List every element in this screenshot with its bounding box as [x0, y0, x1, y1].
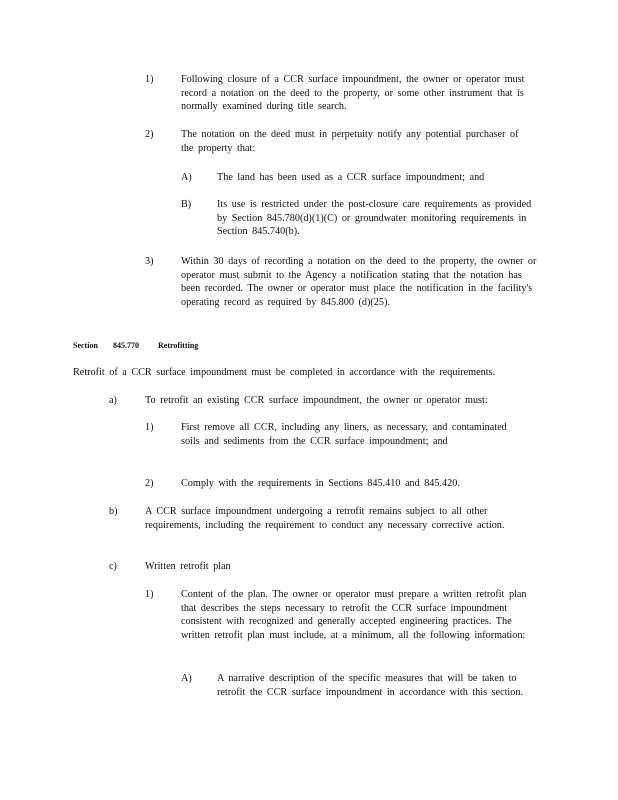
- item-3-text: Within 30 days of recording a notation on the deed to the property, the owner or operator must submit to the Agency a notification stating that the notation has been recorded. The owner or operator must place the notification in the facility's operating record as required by 845.800 (d)(25).: [181, 256, 537, 308]
- subsection-a-1-text: First remove all CCR, including any liners, as necessary, and contaminated soils and sediments from the CCR surface impoundment; and: [181, 422, 507, 447]
- item-2b-label: B): [181, 199, 192, 210]
- item-2a-text: The land has been used as a CCR surface impoundment; and: [217, 172, 485, 183]
- item-3-label: 3): [145, 256, 154, 267]
- item-1-text: Following closure of a CCR surface impoundment, the owner or operator must record a notation on the deed to the property, or some other instrument that is normally examined during title search.: [181, 74, 525, 112]
- section-number: 845.770: [113, 341, 139, 350]
- subsection-a-2-label: 2): [145, 478, 154, 489]
- item-2-label: 2): [145, 129, 154, 140]
- subsection-a-2-text: Comply with the requirements in Sections 845.410 and 845.420.: [181, 478, 460, 489]
- subsection-a-1-label: 1): [145, 422, 154, 433]
- subsection-c-label: c): [109, 561, 117, 572]
- subsection-c-1a-text: A narrative description of the specific measures that will be taken to retrofit the CCR surface impoundment in accordance with this section.: [217, 673, 524, 698]
- item-1-label: 1): [145, 74, 154, 85]
- subsection-c-text: Written retrofit plan: [145, 561, 231, 572]
- item-2-text: The notation on the deed must in perpetuity notify any potential purchaser of the property that:: [181, 129, 519, 154]
- subsection-c-1-label: 1): [145, 589, 154, 600]
- subsection-a-text: To retrofit an existing CCR surface impoundment, the owner or operator must:: [145, 395, 488, 406]
- subsection-a-label: a): [109, 395, 117, 406]
- section-title: Retrofitting: [158, 341, 199, 350]
- subsection-c-1a-label: A): [181, 673, 192, 684]
- section-heading: [73, 340, 273, 352]
- subsection-b-text: A CCR surface impoundment undergoing a retrofit remains subject to all other requirements, including the requirement to conduct any necessary corrective action.: [145, 506, 505, 531]
- subsection-b-label: b): [109, 506, 118, 517]
- section-word: Section: [73, 341, 98, 350]
- item-2a-label: A): [181, 172, 192, 183]
- item-2b-text: Its use is restricted under the post-closure care requirements as provided by Section 845.780(d)(1)(C) or groundwater monitoring requirements in Section 845.740(b).: [217, 199, 532, 237]
- section-intro: Retrofit of a CCR surface impoundment must be completed in accordance with the requirements.: [73, 367, 496, 378]
- subsection-c-1-text: Content of the plan. The owner or operator must prepare a written retrofit plan that describes the steps necessary to retrofit the CCR surface impoundment consistent with recognized and generally accepted engineering practices. The written retrofit plan must include, at a minimum, all the following information:: [181, 589, 527, 641]
